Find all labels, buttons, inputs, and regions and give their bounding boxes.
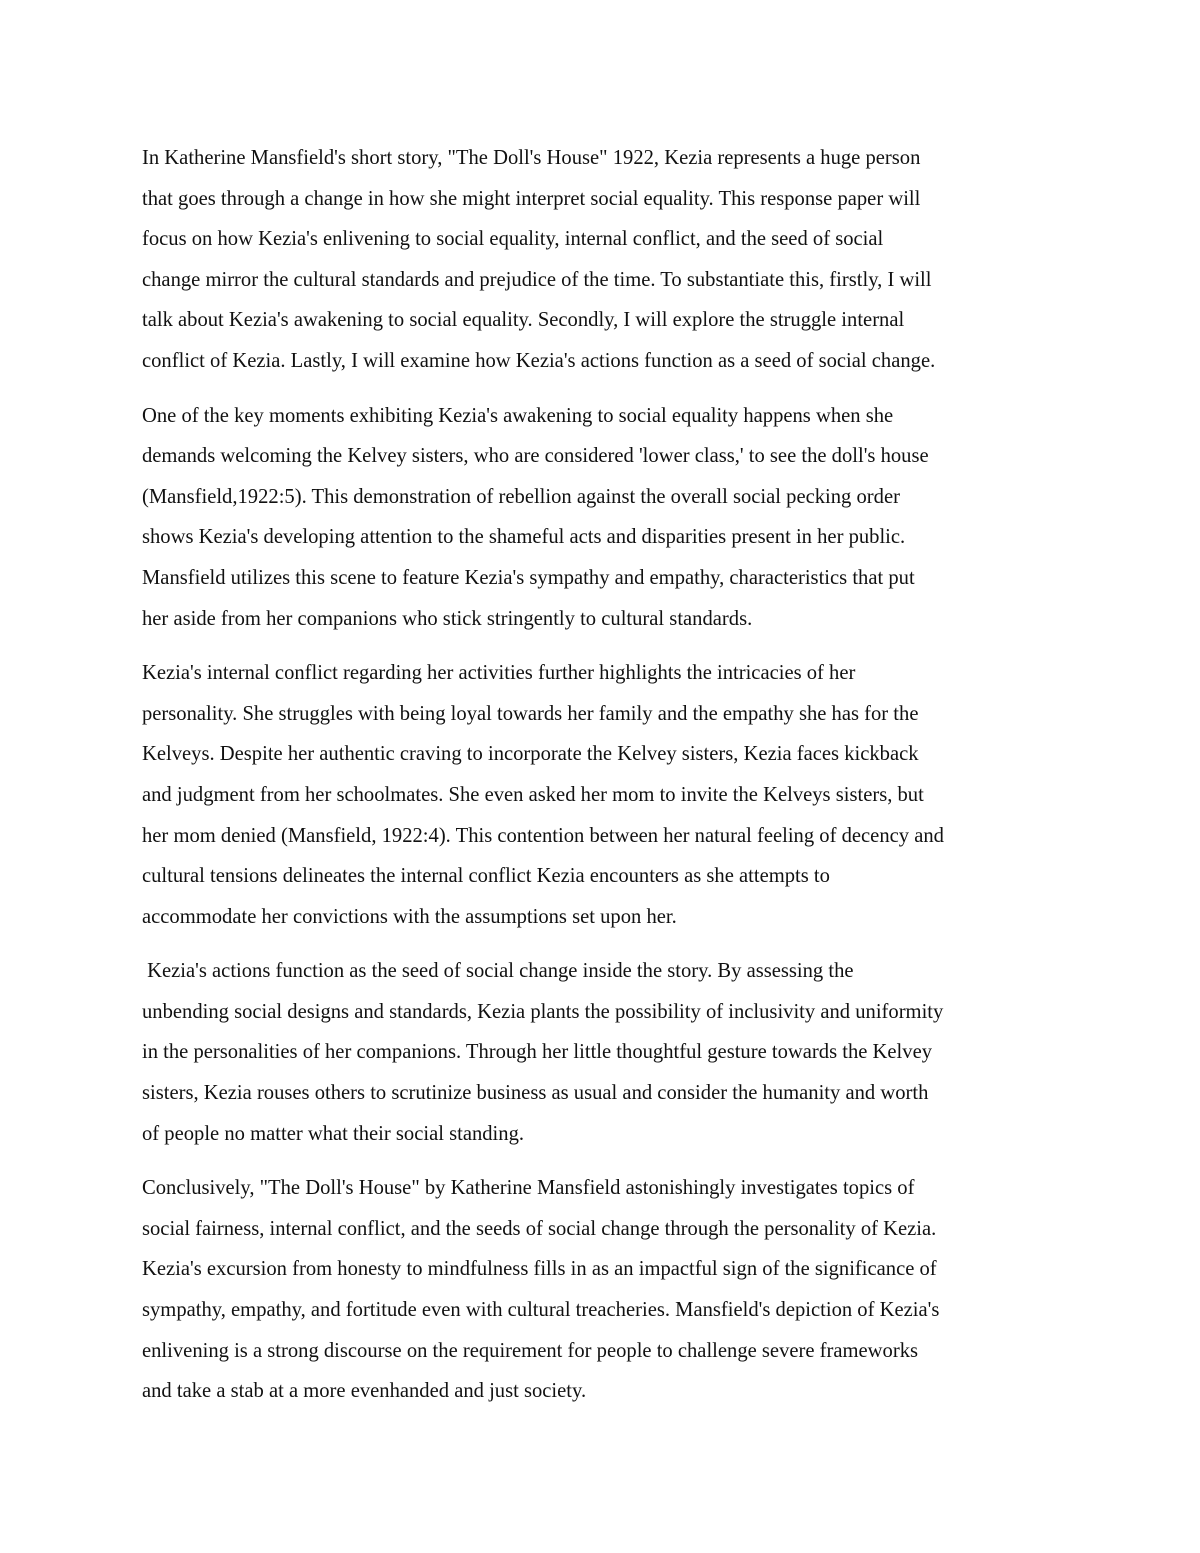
text-line: enlivening is a strong discourse on the requirement for people to challenge severe frameworks xyxy=(142,1339,919,1362)
paragraph-conclusion xyxy=(142,1168,1067,1412)
text-line: unbending social designs and standards, Kezia plants the possibility of inclusivity and uniformity xyxy=(142,1000,944,1023)
text-line: sisters, Kezia rouses others to scrutinize business as usual and consider the humanity and worth xyxy=(142,1082,929,1105)
text-line: accommodate her convictions with the assumptions set upon her. xyxy=(142,905,677,928)
text-line: Conclusively, "The Doll's House" by Katherine Mansfield astonishingly investigates topics of xyxy=(142,1177,915,1200)
document-body xyxy=(142,138,1067,1426)
paragraph-internal-conflict xyxy=(142,653,1067,937)
text-line: Mansfield utilizes this scene to feature Kezia's sympathy and empathy, characteristics that put xyxy=(142,566,915,589)
text-line: and take a stab at a more evenhanded and just society. xyxy=(142,1380,587,1403)
text-line: (Mansfield,1922:5). This demonstration of rebellion against the overall social pecking order xyxy=(142,485,900,508)
text-line: that goes through a change in how she might interpret social equality. This response paper will xyxy=(142,187,921,210)
text-line: and judgment from her schoolmates. She even asked her mom to invite the Kelveys sisters, but xyxy=(142,783,924,806)
text-line: of people no matter what their social standing. xyxy=(142,1122,525,1145)
paragraph-awakening xyxy=(142,396,1067,640)
text-line: her mom denied (Mansfield, 1922:4). This contention between her natural feeling of decency and xyxy=(142,824,944,847)
text-line: demands welcoming the Kelvey sisters, who are considered 'lower class,' to see the doll's house xyxy=(142,445,929,468)
text-line: shows Kezia's developing attention to the shameful acts and disparities present in her public. xyxy=(142,526,906,549)
text-line: change mirror the cultural standards and prejudice of the time. To substantiate this, firstly, I will xyxy=(142,268,932,291)
paragraph-social-change xyxy=(142,951,1067,1154)
text-line: Kezia's internal conflict regarding her activities further highlights the intricacies of her xyxy=(142,662,856,685)
text-line: One of the key moments exhibiting Kezia's awakening to social equality happens when she xyxy=(142,404,894,427)
text-line: Kezia's excursion from honesty to mindfulness fills in as an impactful sign of the significance of xyxy=(142,1258,937,1281)
text-line: Kelveys. Despite her authentic craving to incorporate the Kelvey sisters, Kezia faces kickback xyxy=(142,743,919,766)
text-line: social fairness, internal conflict, and the seeds of social change through the personality of Kezia. xyxy=(142,1217,937,1240)
text-line: her aside from her companions who stick stringently to cultural standards. xyxy=(142,607,753,630)
paragraph-introduction xyxy=(142,138,1067,382)
text-line: In Katherine Mansfield's short story, "The Doll's House" 1922, Kezia represents a huge person xyxy=(142,147,921,169)
text-line: in the personalities of her companions. Through her little thoughtful gesture towards the Kelvey xyxy=(142,1041,933,1064)
text-line: conflict of Kezia. Lastly, I will examine how Kezia's actions function as a seed of social change. xyxy=(142,349,936,372)
text-line: talk about Kezia's awakening to social equality. Secondly, I will explore the struggle internal xyxy=(142,309,905,332)
text-line: Kezia's actions function as the seed of social change inside the story. By assessing the xyxy=(142,960,854,983)
text-line: personality. She struggles with being loyal towards her family and the empathy she has for the xyxy=(142,702,919,725)
text-line: cultural tensions delineates the internal conflict Kezia encounters as she attempts to xyxy=(142,865,830,888)
text-line: focus on how Kezia's enlivening to social equality, internal conflict, and the seed of social xyxy=(142,228,884,251)
text-line: sympathy, empathy, and fortitude even with cultural treacheries. Mansfield's depiction of Kezia's xyxy=(142,1299,940,1322)
